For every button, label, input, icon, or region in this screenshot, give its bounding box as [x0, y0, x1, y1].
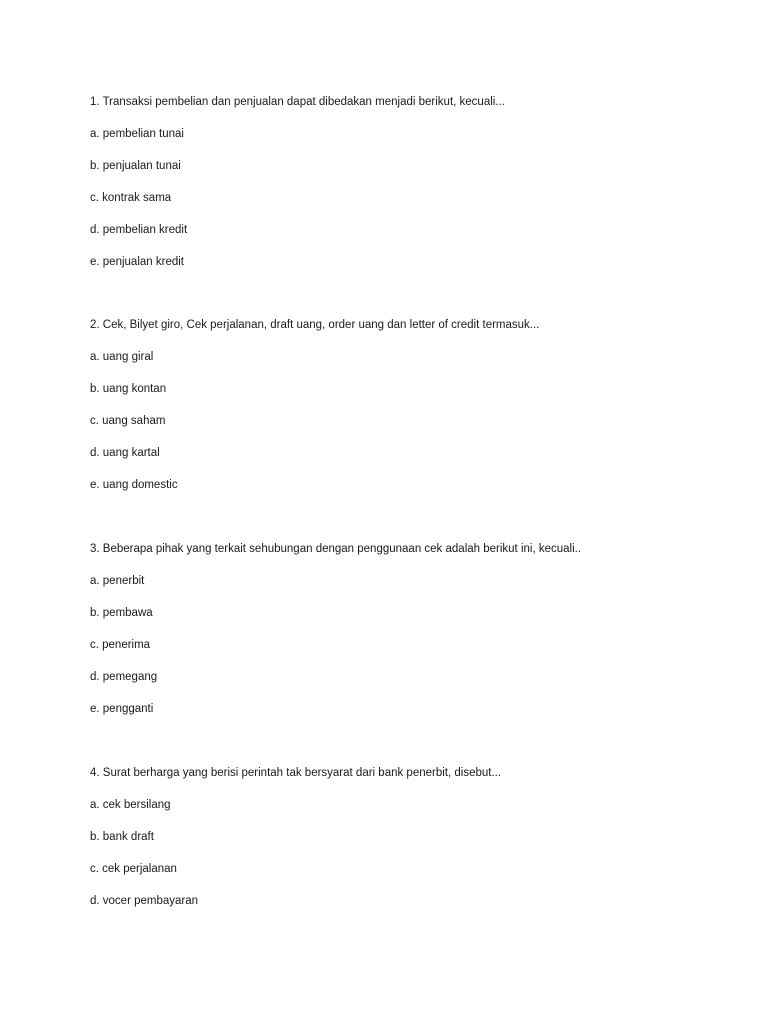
answer-option: d. vocer pembayaran: [90, 895, 199, 907]
answer-option: c. penerima: [90, 639, 151, 651]
answer-option: a. pembelian tunai: [90, 128, 184, 140]
question-1: [90, 95, 710, 287]
answer-option: c. uang saham: [90, 415, 166, 427]
answer-option: c. cek perjalanan: [90, 863, 177, 875]
question-4: [90, 766, 710, 926]
question-3: [90, 542, 710, 734]
answer-option: e. uang domestic: [90, 479, 178, 491]
answer-option: e. penjualan kredit: [90, 256, 184, 268]
question-2: [90, 318, 710, 510]
answer-option: b. pembawa: [90, 607, 153, 619]
question-stem: 3. Beberapa pihak yang terkait sehubungan dengan penggunaan cek adalah berikut ini, kecuali..: [90, 543, 582, 555]
answer-option: a. cek bersilang: [90, 799, 171, 811]
answer-option: d. uang kartal: [90, 447, 160, 459]
answer-option: d. pembelian kredit: [90, 224, 188, 236]
answer-option: e. pengganti: [90, 703, 154, 715]
answer-option: b. penjualan tunai: [90, 160, 181, 172]
answer-option: a. penerbit: [90, 575, 145, 587]
answer-option: a. uang giral: [90, 351, 154, 363]
answer-option: b. bank draft: [90, 831, 154, 843]
answer-option: d. pemegang: [90, 671, 158, 683]
question-stem: 4. Surat berharga yang berisi perintah tak bersyarat dari bank penerbit, disebut...: [90, 767, 502, 779]
question-stem: 1. Transaksi pembelian dan penjualan dapat dibedakan menjadi berikut, kecuali...: [90, 96, 505, 108]
answer-option: c. kontrak sama: [90, 192, 172, 204]
question-stem: 2. Cek, Bilyet giro, Cek perjalanan, draft uang, order uang dan letter of credit termasuk...: [90, 319, 540, 331]
answer-option: b. uang kontan: [90, 383, 167, 395]
